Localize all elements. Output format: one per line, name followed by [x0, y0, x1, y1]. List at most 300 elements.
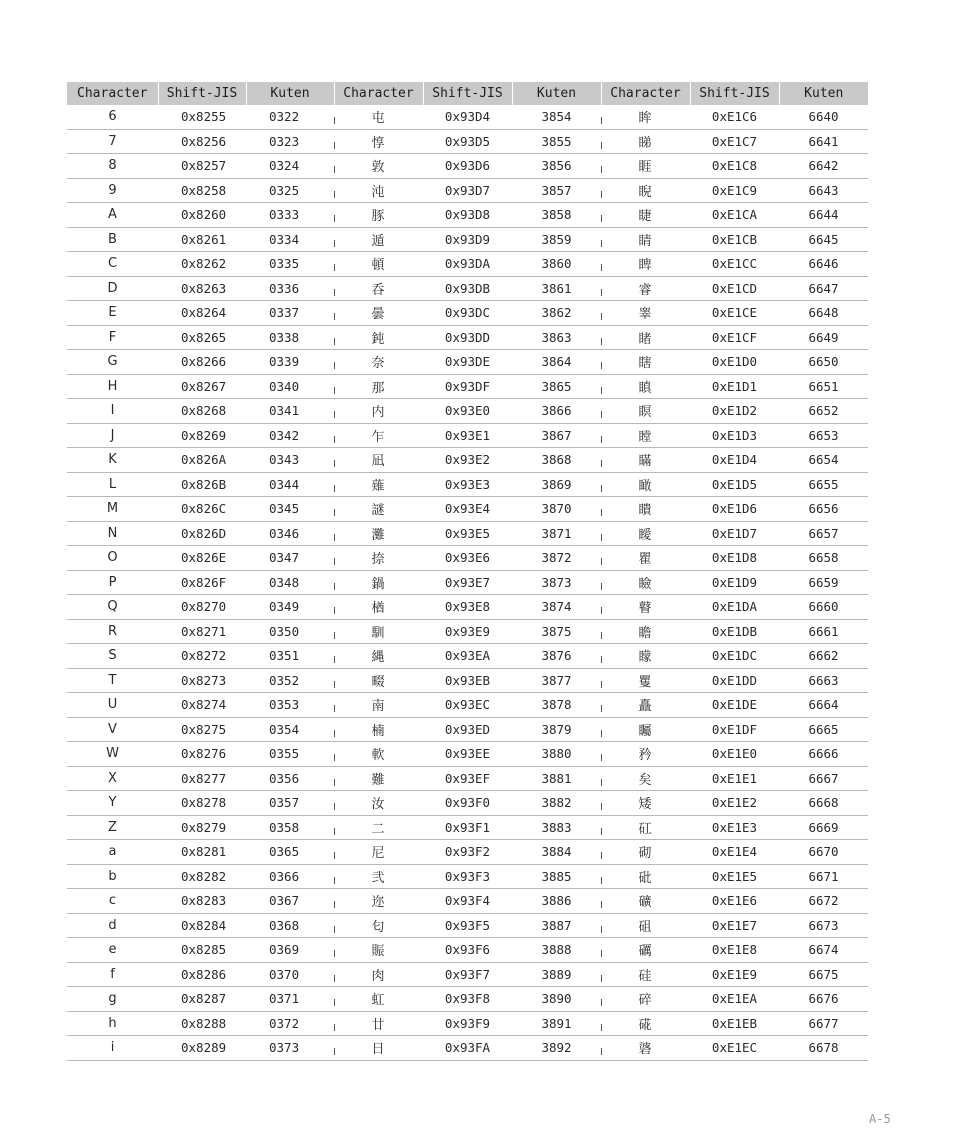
character-glyph: 瞹: [638, 527, 652, 543]
header-kuten-1: Kuten: [246, 82, 334, 105]
kuten-cell: 0336: [246, 276, 334, 301]
kuten-cell: 6668: [779, 791, 868, 816]
column-separator: [601, 828, 602, 835]
shift-jis-cell: 0x826E: [158, 546, 246, 571]
column-separator: [601, 240, 602, 247]
column-separator: [334, 142, 335, 149]
column-separator: [334, 999, 335, 1006]
kuten-cell: 3869: [512, 472, 601, 497]
kuten-cell: 6678: [779, 1036, 868, 1061]
shift-jis-cell: 0x93F7: [423, 962, 512, 987]
shift-jis-cell: 0xE1D8: [690, 546, 779, 571]
shift-jis-cell: 0x93E6: [423, 546, 512, 571]
character-glyph: 曇: [371, 307, 385, 323]
shift-jis-cell: 0x8268: [158, 399, 246, 424]
kuten-cell: 6667: [779, 766, 868, 791]
character-cell: N: [67, 521, 158, 546]
shift-jis-cell: 0x93F6: [423, 938, 512, 963]
shift-jis-cell: 0xE1DC: [690, 644, 779, 669]
character-glyph: 乍: [371, 429, 385, 445]
character-cell: [601, 497, 690, 522]
kuten-cell: 6642: [779, 154, 868, 179]
table-row: [67, 766, 868, 791]
character-cell: W: [67, 742, 158, 767]
kuten-cell: 3858: [512, 203, 601, 228]
kuten-cell: 6654: [779, 448, 868, 473]
table-row: [67, 791, 868, 816]
character-cell: H: [67, 374, 158, 399]
shift-jis-cell: 0x93F8: [423, 987, 512, 1012]
column-separator: [334, 460, 335, 467]
kuten-cell: 6648: [779, 301, 868, 326]
shift-jis-cell: 0x93F1: [423, 815, 512, 840]
character-glyph: 頓: [371, 258, 385, 274]
character-glyph: 硴: [638, 1017, 652, 1033]
column-separator: [601, 191, 602, 198]
character-glyph: 迩: [371, 895, 385, 911]
table-row: [67, 301, 868, 326]
shift-jis-cell: 0xE1D1: [690, 374, 779, 399]
kuten-cell: 6674: [779, 938, 868, 963]
column-separator: [601, 607, 602, 614]
column-separator: [334, 338, 335, 345]
shift-jis-cell: 0xE1D6: [690, 497, 779, 522]
column-separator: [334, 950, 335, 957]
character-glyph: 遁: [371, 233, 385, 249]
column-separator: [601, 166, 602, 173]
kuten-cell: 6651: [779, 374, 868, 399]
kuten-cell: 0343: [246, 448, 334, 473]
column-separator: [601, 705, 602, 712]
character-glyph: 睫: [638, 209, 652, 225]
character-cell: [334, 374, 423, 399]
character-cell: F: [67, 325, 158, 350]
shift-jis-cell: 0x93DD: [423, 325, 512, 350]
character-glyph: 屯: [371, 111, 385, 127]
kuten-cell: 3882: [512, 791, 601, 816]
table-row: [67, 203, 868, 228]
column-separator: [601, 779, 602, 786]
character-glyph: 矗: [638, 699, 652, 715]
kuten-cell: 3885: [512, 864, 601, 889]
character-cell: [601, 203, 690, 228]
shift-jis-cell: 0xE1D4: [690, 448, 779, 473]
character-glyph: 縄: [371, 650, 385, 666]
shift-jis-cell: 0x8265: [158, 325, 246, 350]
table-row: [67, 619, 868, 644]
character-cell: f: [67, 962, 158, 987]
shift-jis-cell: 0xE1E2: [690, 791, 779, 816]
column-separator: [334, 852, 335, 859]
shift-jis-cell: 0x93E0: [423, 399, 512, 424]
shift-jis-cell: 0x93EF: [423, 766, 512, 791]
shift-jis-cell: 0xE1E5: [690, 864, 779, 889]
character-glyph: 軟: [371, 748, 385, 764]
character-cell: [334, 889, 423, 914]
table-row: [67, 546, 868, 571]
table-row: [67, 742, 868, 767]
kuten-cell: 6677: [779, 1011, 868, 1036]
column-separator: [334, 901, 335, 908]
character-cell: [601, 595, 690, 620]
page-number: A-5: [869, 1112, 891, 1126]
character-glyph: 瞑: [638, 405, 652, 421]
shift-jis-cell: 0x93E3: [423, 472, 512, 497]
column-separator: [601, 681, 602, 688]
character-glyph: 瞠: [638, 429, 652, 445]
character-cell: [601, 252, 690, 277]
table-row: [67, 227, 868, 252]
shift-jis-cell: 0x93EC: [423, 693, 512, 718]
character-glyph: 瞽: [638, 601, 652, 617]
character-glyph: 碆: [638, 1042, 652, 1058]
character-cell: [601, 423, 690, 448]
character-cell: [334, 105, 423, 129]
shift-jis-cell: 0xE1EC: [690, 1036, 779, 1061]
kuten-cell: 3856: [512, 154, 601, 179]
shift-jis-cell: 0x8262: [158, 252, 246, 277]
kuten-cell: 6641: [779, 129, 868, 154]
character-cell: [334, 227, 423, 252]
shift-jis-cell: 0x93DC: [423, 301, 512, 326]
table-row: [67, 889, 868, 914]
character-cell: T: [67, 668, 158, 693]
column-separator: [334, 681, 335, 688]
character-cell: [601, 227, 690, 252]
shift-jis-cell: 0xE1E3: [690, 815, 779, 840]
kuten-cell: 0347: [246, 546, 334, 571]
character-cell: [334, 472, 423, 497]
kuten-cell: 6653: [779, 423, 868, 448]
kuten-cell: 0335: [246, 252, 334, 277]
character-glyph: 馴: [371, 625, 385, 641]
character-cell: [334, 252, 423, 277]
kuten-cell: 0365: [246, 840, 334, 865]
column-separator: [601, 754, 602, 761]
character-glyph: 謎: [371, 503, 385, 519]
kuten-cell: 3865: [512, 374, 601, 399]
character-cell: A: [67, 203, 158, 228]
column-separator: [334, 705, 335, 712]
character-cell: [601, 325, 690, 350]
shift-jis-cell: 0xE1CF: [690, 325, 779, 350]
column-separator: [334, 607, 335, 614]
character-glyph: 眸: [638, 111, 652, 127]
character-glyph: 矜: [638, 748, 652, 764]
character-glyph: 灘: [371, 527, 385, 543]
character-cell: b: [67, 864, 158, 889]
kuten-cell: 6649: [779, 325, 868, 350]
kuten-cell: 0339: [246, 350, 334, 375]
shift-jis-cell: 0x93E9: [423, 619, 512, 644]
shift-jis-cell: 0xE1EA: [690, 987, 779, 1012]
column-separator: [334, 191, 335, 198]
shift-jis-cell: 0xE1D2: [690, 399, 779, 424]
column-separator: [601, 142, 602, 149]
kuten-cell: 6644: [779, 203, 868, 228]
column-separator: [334, 485, 335, 492]
shift-jis-cell: 0xE1C7: [690, 129, 779, 154]
character-cell: [601, 815, 690, 840]
header-shift-jis-1: Shift-JIS: [158, 82, 246, 105]
table-row: [67, 497, 868, 522]
kuten-cell: 0369: [246, 938, 334, 963]
character-glyph: 矍: [638, 674, 652, 690]
character-glyph: 砒: [638, 870, 652, 886]
character-glyph: 豚: [371, 209, 385, 225]
character-glyph: 二: [371, 821, 385, 837]
column-separator: [601, 999, 602, 1006]
character-cell: [334, 840, 423, 865]
kuten-cell: 3867: [512, 423, 601, 448]
kuten-cell: 6652: [779, 399, 868, 424]
character-cell: [601, 105, 690, 129]
character-glyph: 賑: [371, 944, 385, 960]
kuten-cell: 6646: [779, 252, 868, 277]
character-cell: [334, 717, 423, 742]
shift-jis-cell: 0x8256: [158, 129, 246, 154]
kuten-cell: 0342: [246, 423, 334, 448]
character-cell: [601, 717, 690, 742]
kuten-cell: 0354: [246, 717, 334, 742]
character-cell: [601, 864, 690, 889]
character-glyph: 瞰: [638, 478, 652, 494]
shift-jis-cell: 0xE1EB: [690, 1011, 779, 1036]
character-glyph: 畷: [371, 674, 385, 690]
character-cell: 7: [67, 129, 158, 154]
column-separator: [334, 803, 335, 810]
shift-jis-cell: 0xE1CA: [690, 203, 779, 228]
kuten-cell: 0333: [246, 203, 334, 228]
shift-jis-cell: 0x8260: [158, 203, 246, 228]
kuten-cell: 3879: [512, 717, 601, 742]
table-row: [67, 423, 868, 448]
shift-jis-cell: 0x93D5: [423, 129, 512, 154]
kuten-cell: 6660: [779, 595, 868, 620]
character-glyph: 汝: [371, 797, 385, 813]
shift-jis-cell: 0x93F9: [423, 1011, 512, 1036]
character-glyph: 難: [371, 772, 385, 788]
table-row: [67, 178, 868, 203]
header-character-3: Character: [601, 82, 690, 105]
character-glyph: 矣: [638, 772, 652, 788]
column-separator: [334, 215, 335, 222]
column-separator: [334, 509, 335, 516]
character-glyph: 捺: [371, 552, 385, 568]
shift-jis-cell: 0x8275: [158, 717, 246, 742]
character-cell: [334, 742, 423, 767]
kuten-cell: 0372: [246, 1011, 334, 1036]
kuten-cell: 3888: [512, 938, 601, 963]
character-glyph: 矮: [638, 797, 652, 813]
kuten-cell: 0366: [246, 864, 334, 889]
character-glyph: 矇: [638, 650, 652, 666]
kuten-cell: 6658: [779, 546, 868, 571]
shift-jis-cell: 0x93E7: [423, 570, 512, 595]
character-cell: [601, 521, 690, 546]
table-row: [67, 105, 868, 129]
shift-jis-cell: 0x93FA: [423, 1036, 512, 1061]
character-glyph: 呑: [371, 282, 385, 298]
shift-jis-cell: 0xE1E9: [690, 962, 779, 987]
shift-jis-cell: 0xE1E1: [690, 766, 779, 791]
table-row: [67, 252, 868, 277]
character-cell: [334, 497, 423, 522]
shift-jis-cell: 0x8270: [158, 595, 246, 620]
character-cell: h: [67, 1011, 158, 1036]
shift-jis-cell: 0xE1E0: [690, 742, 779, 767]
character-glyph: 瞻: [638, 625, 652, 641]
kuten-cell: 3866: [512, 399, 601, 424]
table-row: [67, 1036, 868, 1061]
character-glyph: 睿: [638, 282, 652, 298]
table-row: [67, 913, 868, 938]
kuten-cell: 3871: [512, 521, 601, 546]
character-glyph: 凪: [371, 454, 385, 470]
kuten-cell: 0367: [246, 889, 334, 914]
character-cell: [601, 154, 690, 179]
character-cell: K: [67, 448, 158, 473]
kuten-cell: 3881: [512, 766, 601, 791]
character-glyph: 鍋: [371, 576, 385, 592]
shift-jis-cell: 0x8282: [158, 864, 246, 889]
kuten-cell: 0325: [246, 178, 334, 203]
character-cell: [601, 1036, 690, 1061]
kuten-cell: 6665: [779, 717, 868, 742]
character-cell: [334, 938, 423, 963]
character-glyph: 硅: [638, 968, 652, 984]
character-glyph: 瞋: [638, 380, 652, 396]
table-row: [67, 325, 868, 350]
kuten-cell: 0356: [246, 766, 334, 791]
character-cell: [601, 546, 690, 571]
kuten-cell: 0340: [246, 374, 334, 399]
table-row: [67, 987, 868, 1012]
shift-jis-cell: 0xE1DA: [690, 595, 779, 620]
shift-jis-cell: 0xE1CD: [690, 276, 779, 301]
column-separator: [601, 436, 602, 443]
kuten-cell: 0341: [246, 399, 334, 424]
kuten-cell: 3875: [512, 619, 601, 644]
shift-jis-cell: 0x93D9: [423, 227, 512, 252]
character-cell: [601, 962, 690, 987]
character-glyph: 匂: [371, 919, 385, 935]
shift-jis-cell: 0xE1D9: [690, 570, 779, 595]
character-cell: [601, 619, 690, 644]
character-cell: L: [67, 472, 158, 497]
shift-jis-cell: 0x93DE: [423, 350, 512, 375]
shift-jis-cell: 0xE1DD: [690, 668, 779, 693]
kuten-cell: 0334: [246, 227, 334, 252]
character-cell: [601, 668, 690, 693]
shift-jis-cell: 0xE1D0: [690, 350, 779, 375]
character-cell: [334, 864, 423, 889]
shift-jis-cell: 0xE1DF: [690, 717, 779, 742]
shift-jis-cell: 0x826F: [158, 570, 246, 595]
character-glyph: 那: [371, 380, 385, 396]
character-glyph: 睥: [638, 258, 652, 274]
kuten-cell: 6666: [779, 742, 868, 767]
kuten-cell: 0349: [246, 595, 334, 620]
character-cell: [601, 350, 690, 375]
table-row: [67, 595, 868, 620]
column-separator: [334, 828, 335, 835]
kuten-cell: 3860: [512, 252, 601, 277]
shift-jis-cell: 0x93D7: [423, 178, 512, 203]
kuten-cell: 0322: [246, 105, 334, 129]
kuten-cell: 6662: [779, 644, 868, 669]
column-separator: [334, 1024, 335, 1031]
shift-jis-cell: 0x93E5: [423, 521, 512, 546]
column-separator: [601, 411, 602, 418]
kuten-cell: 0370: [246, 962, 334, 987]
character-cell: [601, 570, 690, 595]
character-cell: [334, 203, 423, 228]
shift-jis-cell: 0xE1D7: [690, 521, 779, 546]
character-glyph: 瞶: [638, 503, 652, 519]
column-separator: [334, 264, 335, 271]
character-cell: [334, 350, 423, 375]
shift-jis-cell: 0x93D6: [423, 154, 512, 179]
character-glyph: 瞼: [638, 576, 652, 592]
shift-jis-cell: 0x93F0: [423, 791, 512, 816]
column-separator: [334, 975, 335, 982]
character-cell: [334, 448, 423, 473]
kuten-cell: 0350: [246, 619, 334, 644]
shift-jis-cell: 0x8261: [158, 227, 246, 252]
character-cell: [601, 913, 690, 938]
column-separator: [601, 264, 602, 271]
kuten-cell: 0352: [246, 668, 334, 693]
header-character-1: Character: [67, 82, 158, 105]
kuten-cell: 6656: [779, 497, 868, 522]
character-code-table: [67, 82, 868, 1061]
kuten-cell: 3868: [512, 448, 601, 473]
header-shift-jis-3: Shift-JIS: [690, 82, 779, 105]
character-cell: e: [67, 938, 158, 963]
kuten-cell: 6650: [779, 350, 868, 375]
shift-jis-cell: 0x93DA: [423, 252, 512, 277]
column-separator: [334, 362, 335, 369]
shift-jis-cell: 0x8278: [158, 791, 246, 816]
shift-jis-cell: 0x93EB: [423, 668, 512, 693]
column-separator: [601, 215, 602, 222]
character-glyph: 礪: [638, 944, 652, 960]
table-row: [67, 472, 868, 497]
header-character-2: Character: [334, 82, 423, 105]
column-separator: [601, 362, 602, 369]
shift-jis-cell: 0x826A: [158, 448, 246, 473]
column-separator: [601, 926, 602, 933]
column-separator: [601, 338, 602, 345]
shift-jis-cell: 0x93E4: [423, 497, 512, 522]
shift-jis-cell: 0x8271: [158, 619, 246, 644]
character-cell: V: [67, 717, 158, 742]
column-separator: [601, 534, 602, 541]
character-cell: 9: [67, 178, 158, 203]
kuten-cell: 3890: [512, 987, 601, 1012]
character-cell: [334, 1011, 423, 1036]
kuten-cell: 3878: [512, 693, 601, 718]
column-separator: [334, 730, 335, 737]
kuten-cell: 3884: [512, 840, 601, 865]
shift-jis-cell: 0x93D4: [423, 105, 512, 129]
character-glyph: 睇: [638, 135, 652, 151]
table-row: [67, 374, 868, 399]
character-glyph: 睹: [638, 331, 652, 347]
character-cell: [334, 766, 423, 791]
character-glyph: 楠: [371, 723, 385, 739]
